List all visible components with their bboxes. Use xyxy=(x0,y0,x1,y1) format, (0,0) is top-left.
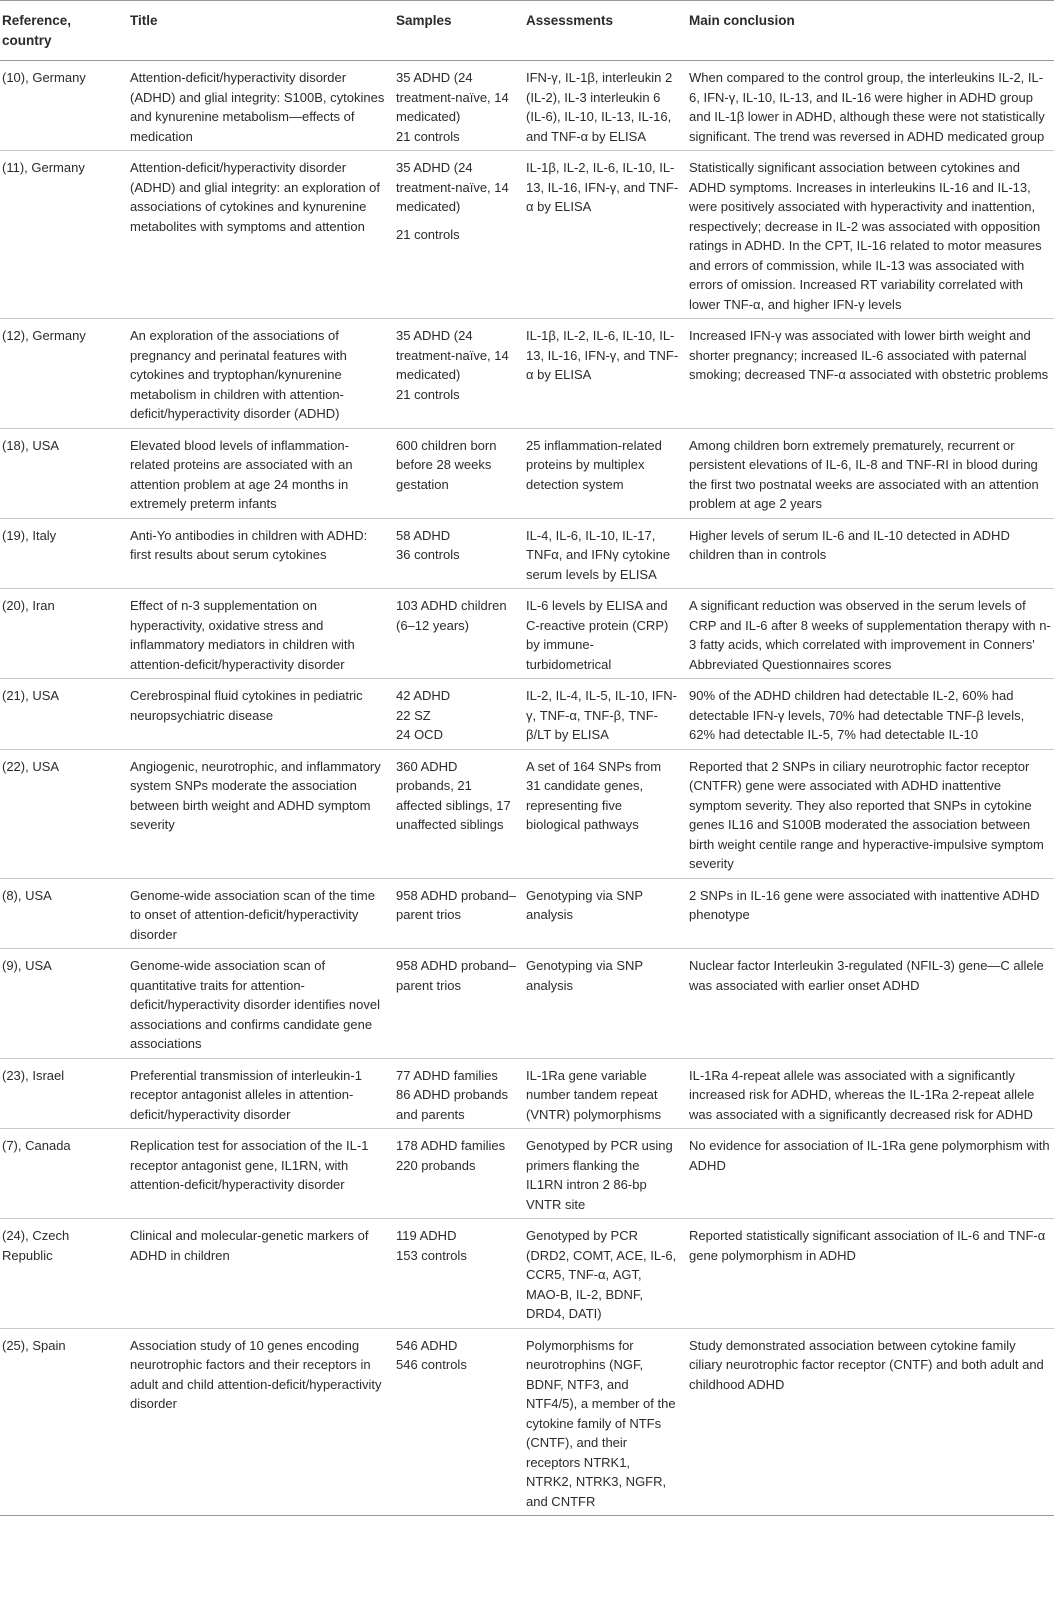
cell-conclusion: Among children born extremely prematurely, recurrent or persistent elevations of IL-6, IL-8 and TNF-RI in blood during the first two postnatal weeks are associated with an attention problem at age 2 years xyxy=(685,428,1054,518)
header-samples: Samples xyxy=(392,1,522,61)
header-row xyxy=(0,1,1054,61)
cell-title: Genome-wide association scan of the time to onset of attention-deficit/hyperactivity disorder xyxy=(124,878,392,949)
cell-reference: (25), Spain xyxy=(0,1328,124,1516)
cell-samples xyxy=(392,428,522,518)
cell-conclusion: No evidence for association of IL-1Ra gene polymorphism with ADHD xyxy=(685,1129,1054,1219)
table-row xyxy=(0,428,1054,518)
sample-line: 178 ADHD families xyxy=(396,1138,506,1153)
cell-reference: (23), Israel xyxy=(0,1058,124,1129)
cell-reference: (22), USA xyxy=(0,749,124,878)
table-row xyxy=(0,1058,1054,1129)
cell-reference: (24), Czech Republic xyxy=(0,1219,124,1329)
cell-title: Attention-deficit/hyperactivity disorder (ADHD) and glial integrity: an exploration of associations of cytokines and kynurenine metabolites with symptoms and attention xyxy=(124,151,392,319)
sample-line: 35 ADHD (24 treatment-naïve, 14 medicated) xyxy=(396,328,509,382)
cell-reference: (18), USA xyxy=(0,428,124,518)
cell-reference: (12), Germany xyxy=(0,319,124,429)
header-assessments: Assessments xyxy=(522,1,685,61)
cell-conclusion: Nuclear factor Interleukin 3-regulated (NFIL-3) gene—C allele was associated with earlier onset ADHD xyxy=(685,949,1054,1059)
cell-conclusion: Statistically significant association between cytokines and ADHD symptoms. Increases in interleukins IL-16 and IL-13, were positively associated with hyperactivity and inattention, respectively; decrease in IL-2 was associated with opposition ratings in ADHD. In the CPT, IL-16 related to motor measures and errors of commission, while IL-13 was associated with errors of omission. Increased RT variability correlated with lower TNF-α, and higher IFN-γ levels xyxy=(685,151,1054,319)
cell-assessments: IL-1β, IL-2, IL-6, IL-10, IL-13, IL-16, IFN-γ, and TNF-α by ELISA xyxy=(522,319,685,429)
sample-line: 546 controls xyxy=(396,1357,467,1372)
sample-line: 35 ADHD (24 treatment-naïve, 14 medicated) xyxy=(396,160,509,214)
cell-assessments: IL-4, IL-6, IL-10, IL-17, TNFα, and IFNγ cytokine serum levels by ELISA xyxy=(522,518,685,589)
cell-samples xyxy=(392,589,522,679)
cell-assessments: Genotyping via SNP analysis xyxy=(522,878,685,949)
table-row xyxy=(0,1328,1054,1516)
cell-conclusion: Increased IFN-γ was associated with lower birth weight and shorter pregnancy; increased IL-6 associated with paternal smoking; decreased TNF-α associated with obstetric problems xyxy=(685,319,1054,429)
cell-reference: (19), Italy xyxy=(0,518,124,589)
cell-title: An exploration of the associations of pregnancy and perinatal features with cytokines and tryptophan/kynurenine metabolism in children with attention-deficit/hyperactivity disorder (ADHD) xyxy=(124,319,392,429)
table-row xyxy=(0,878,1054,949)
cell-assessments: IL-1β, IL-2, IL-6, IL-10, IL-13, IL-16, IFN-γ, and TNF-α by ELISA xyxy=(522,151,685,319)
table-header xyxy=(0,1,1054,61)
cell-reference: (11), Germany xyxy=(0,151,124,319)
table-body xyxy=(0,61,1054,1516)
sample-line: 21 controls xyxy=(396,128,460,144)
sample-line: 21 controls xyxy=(396,226,460,242)
sample-line: 77 ADHD families xyxy=(396,1067,498,1083)
sample-line: 958 ADHD proband–parent trios xyxy=(396,887,516,922)
sample-line: 360 ADHD probands, 21 affected siblings, 17 unaffected siblings xyxy=(396,758,511,832)
sample-line: 119 ADHD xyxy=(396,1228,457,1243)
cell-conclusion: 2 SNPs in IL-16 gene were associated with inattentive ADHD phenotype xyxy=(685,878,1054,949)
cell-samples xyxy=(392,518,522,589)
cell-samples xyxy=(392,1328,522,1516)
sample-line: 220 probands xyxy=(396,1157,476,1173)
cell-conclusion: Reported statistically significant association of IL-6 and TNF-α gene polymorphism in ADHD xyxy=(685,1219,1054,1329)
table-row xyxy=(0,518,1054,589)
table-row xyxy=(0,61,1054,151)
cell-reference: (7), Canada xyxy=(0,1129,124,1219)
cell-assessments: IFN-γ, IL-1β, interleukin 2 (IL-2), IL-3 interleukin 6 (IL-6), IL-10, IL-13, IL-16, and TNF-α by ELISA xyxy=(522,61,685,151)
cell-samples xyxy=(392,949,522,1059)
cell-title: Cerebrospinal fluid cytokines in pediatric neuropsychiatric disease xyxy=(124,679,392,750)
table-row xyxy=(0,1219,1054,1329)
cell-title: Attention-deficit/hyperactivity disorder (ADHD) and glial integrity: S100B, cytokines and kynurenine metabolism—effects of medication xyxy=(124,61,392,151)
cell-title: Association study of 10 genes encoding neurotrophic factors and their receptors in adult and child attention-deficit/hyperactivity disorder xyxy=(124,1328,392,1516)
cell-samples xyxy=(392,1058,522,1129)
cell-samples xyxy=(392,749,522,878)
sample-line: 36 controls xyxy=(396,547,460,562)
header-title: Title xyxy=(124,1,392,61)
cell-samples xyxy=(392,319,522,429)
table-row xyxy=(0,749,1054,878)
table-row xyxy=(0,151,1054,319)
cell-samples xyxy=(392,1129,522,1219)
cell-conclusion: Reported that 2 SNPs in ciliary neurotrophic factor receptor (CNTFR) gene were associated with ADHD inattentive symptom severity. They also reported that SNPs in cytokine genes IL16 and S100B moderated the association between birth weight centile range and hyperactive-impulsive symptom severity xyxy=(685,749,1054,878)
cell-title: Anti-Yo antibodies in children with ADHD: first results about serum cytokines xyxy=(124,518,392,589)
cell-conclusion: Study demonstrated association between cytokine family ciliary neurotrophic factor receptor (CNTF) and both adult and childhood ADHD xyxy=(685,1328,1054,1516)
cell-title: Elevated blood levels of inflammation-related proteins are associated with an attention problem at age 24 months in extremely preterm infants xyxy=(124,428,392,518)
cell-title: Genome-wide association scan of quantitative traits for attention-deficit/hyperactivity disorder identifies novel associations and confirms candidate gene associations xyxy=(124,949,392,1059)
sample-line: 958 ADHD proband–parent trios xyxy=(396,958,516,993)
cell-assessments: 25 inflammation-related proteins by multiplex detection system xyxy=(522,428,685,518)
cell-assessments: Polymorphisms for neurotrophins (NGF, BDNF, NTF3, and NTF4/5), a member of the cytokine family of NTFs (CNTF), and their receptors NTRK1, NTRK2, NTRK3, NGFR, and CNTFR xyxy=(522,1328,685,1516)
cell-assessments: IL-1Ra gene variable number tandem repeat (VNTR) polymorphisms xyxy=(522,1058,685,1129)
sample-line: 103 ADHD children (6–12 years) xyxy=(396,598,507,633)
sample-line: 58 ADHD xyxy=(396,527,451,543)
cell-title: Angiogenic, neurotrophic, and inflammatory system SNPs moderate the association between birth weight and ADHD symptom severity xyxy=(124,749,392,878)
cell-title: Clinical and molecular-genetic markers of ADHD in children xyxy=(124,1219,392,1329)
cell-reference: (20), Iran xyxy=(0,589,124,679)
cell-assessments: IL-2, IL-4, IL-5, IL-10, IFN-γ, TNF-α, TNF-β, TNF-β/LT by ELISA xyxy=(522,679,685,750)
sample-line: 86 ADHD probands and parents xyxy=(396,1087,509,1122)
cell-samples xyxy=(392,61,522,151)
cell-conclusion: 90% of the ADHD children had detectable IL-2, 60% had detectable IFN-γ levels, 70% had detectable TNF-β levels, 62% had detectable IL-5, 7% had detectable IL-10 xyxy=(685,679,1054,750)
cell-assessments: A set of 164 SNPs from 31 candidate genes, representing five biological pathways xyxy=(522,749,685,878)
cell-reference: (8), USA xyxy=(0,878,124,949)
header-reference: Reference, country xyxy=(0,1,124,61)
cell-title: Effect of n-3 supplementation on hyperactivity, oxidative stress and inflammatory mediators in children with attention-deficit/hyperactivity disorder xyxy=(124,589,392,679)
cell-assessments: Genotyped by PCR (DRD2, COMT, ACE, IL-6, CCR5, TNF-α, AGT, MAO-B, IL-2, BDNF, DRD4, DATI) xyxy=(522,1219,685,1329)
cell-conclusion: Higher levels of serum IL-6 and IL-10 detected in ADHD children than in controls xyxy=(685,518,1054,589)
sample-line: 24 OCD xyxy=(396,727,443,742)
cell-conclusion: A significant reduction was observed in the serum levels of CRP and IL-6 after 8 weeks of supplementation therapy with n-3 fatty acids, which correlated with improvement in Conners' Abbreviated Questionnaires scores xyxy=(685,589,1054,679)
header-conclusion: Main conclusion xyxy=(685,1,1054,61)
cell-title: Preferential transmission of interleukin-1 receptor antagonist alleles in attention-deficit/hyperactivity disorder xyxy=(124,1058,392,1129)
cell-samples xyxy=(392,679,522,750)
table-row xyxy=(0,319,1054,429)
sample-line: 22 SZ xyxy=(396,707,431,723)
cell-reference: (9), USA xyxy=(0,949,124,1059)
sample-line: 42 ADHD xyxy=(396,688,451,703)
table-row xyxy=(0,1129,1054,1219)
sample-line: 546 ADHD xyxy=(396,1337,458,1353)
cell-samples xyxy=(392,151,522,319)
cell-reference: (21), USA xyxy=(0,679,124,750)
sample-line: 153 controls xyxy=(396,1247,467,1263)
table-row xyxy=(0,679,1054,750)
cell-conclusion: IL-1Ra 4-repeat allele was associated with a significantly increased risk for ADHD, whereas the IL-1Ra 2-repeat allele was associated with a significantly decreased risk for ADHD xyxy=(685,1058,1054,1129)
cell-samples xyxy=(392,878,522,949)
cell-title: Replication test for association of the IL-1 receptor antagonist gene, IL1RN, with attention-deficit/hyperactivity disorder xyxy=(124,1129,392,1219)
cell-conclusion: When compared to the control group, the interleukins IL-2, IL-6, IFN-γ, IL-10, IL-13, and IL-16 were higher in ADHD group and IL-1β lower in ADHD, although these were not statistically significant. The trend was reversed in ADHD medicated group xyxy=(685,61,1054,151)
sample-line: 600 children born before 28 weeks gestation xyxy=(396,437,497,492)
cell-assessments: Genotyping via SNP analysis xyxy=(522,949,685,1059)
cell-assessments: Genotyped by PCR using primers flanking the IL1RN intron 2 86-bp VNTR site xyxy=(522,1129,685,1219)
table-row xyxy=(0,589,1054,679)
cell-assessments: IL-6 levels by ELISA and C-reactive protein (CRP) by immune-turbidometrical xyxy=(522,589,685,679)
sample-line: 21 controls xyxy=(396,386,460,402)
cell-samples xyxy=(392,1219,522,1329)
sample-line: 35 ADHD (24 treatment-naïve, 14 medicated) xyxy=(396,70,509,124)
table-row xyxy=(0,949,1054,1059)
cell-reference: (10), Germany xyxy=(0,61,124,151)
